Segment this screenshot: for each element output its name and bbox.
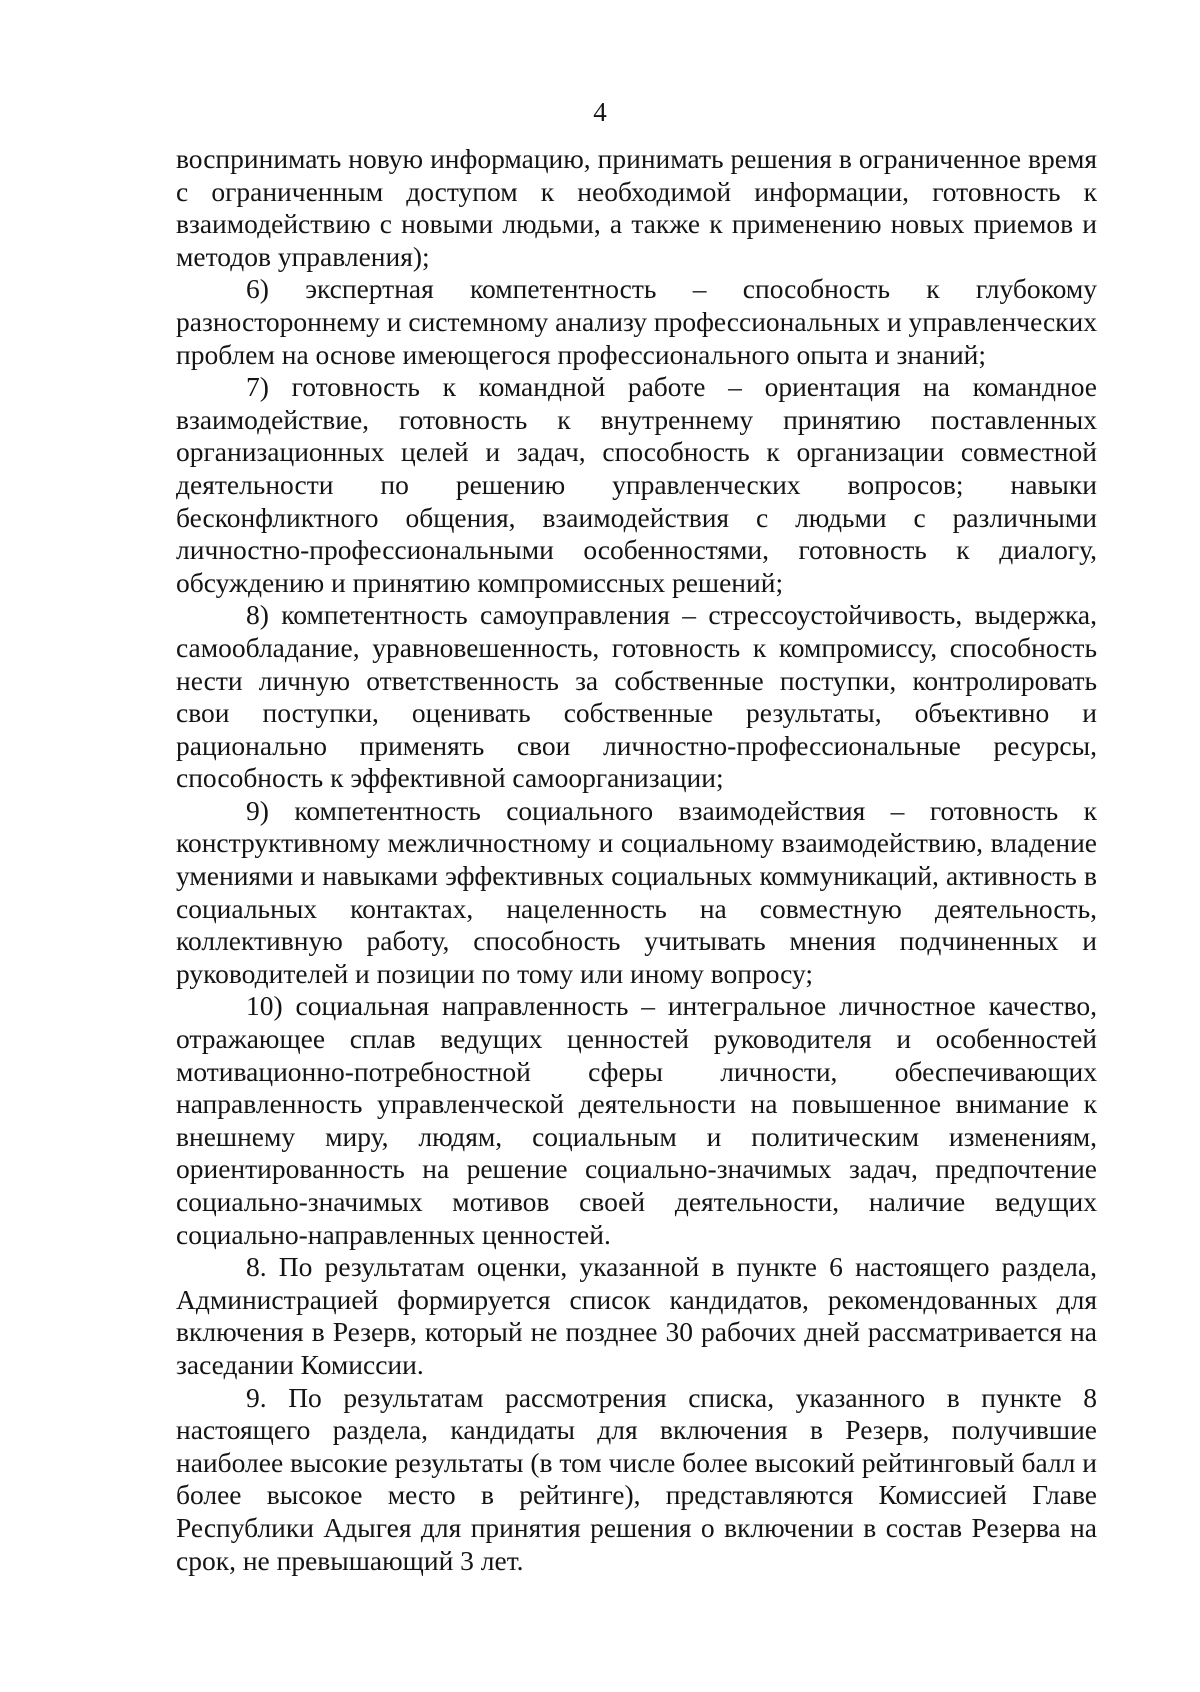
paragraph-clause-9: 9. По результатам рассмотрения списка, указанного в пункте 8 настоящего раздела, кандидаты для включения в Резерв, получившие наиболее высокие результаты (в том числе более высокий рейтинговый балл и более высокое место в рейтинге), представляются Комиссией Главе Республики Адыгея для принятия решения о включении в состав Резерва на срок, не превышающий 3 лет. xyxy=(176,1381,1097,1576)
page-number: 4 xyxy=(593,97,607,127)
paragraph-item-9-social-interaction: 9) компетентность социального взаимодействия – готовность к конструктивному межличностному и социальному взаимодействию, владение умениями и навыками эффективных социальных коммуникаций, активность в социальных контактах, нацеленность на совместную деятельность, коллективную работу, способность учитывать мнения подчиненных и руководителей и позиции по тому или иному вопросу; xyxy=(176,794,1097,989)
paragraph-continuation: воспринимать новую информацию, принимать решения в ограниченное время с ограниченным доступом к необходимой информации, готовность к взаимодействию с новыми людьми, а также к применению новых приемов и методов управления); xyxy=(176,143,1097,272)
paragraph-item-8-self-management: 8) компетентность самоуправления – стрессоустойчивость, выдержка, самообладание, уравновешенность, готовность к компромиссу, способность нести личную ответственность за собственные поступки, контролировать свои поступки, оценивать собственные результаты, объективно и рационально применять свои личностно-профессиональные ресурсы, способность к эффективной самоорганизации; xyxy=(176,599,1097,794)
paragraph-item-10-social-orientation: 10) социальная направленность – интегральное личностное качество, отражающее сплав ведущих ценностей руководителя и особенностей мотивационно-потребностной сферы личности, обеспечивающих направленность управленческой деятельности на повышенное внимание к внешнему миру, людям, социальным и политическим изменениям, ориентированность на решение социально-значимых задач, предпочтение социально-значимых мотивов своей деятельности, наличие ведущих социально-направленных ценностей. xyxy=(176,990,1097,1250)
document-body xyxy=(176,143,1097,1577)
paragraph-clause-8: 8. По результатам оценки, указанной в пункте 6 настоящего раздела, Администрацией формируется список кандидатов, рекомендованных для включения в Резерв, который не позднее 30 рабочих дней рассматривается на заседании Комиссии. xyxy=(176,1251,1097,1380)
paragraph-item-6-expert-competence: 6) экспертная компетентность – способность к глубокому разностороннему и системному анализу профессиональных и управленческих проблем на основе имеющегося профессионального опыта и знаний; xyxy=(176,273,1097,370)
paragraph-item-7-teamwork: 7) готовность к командной работе – ориентация на командное взаимодействие, готовность к внутреннему принятию поставленных организационных целей и задач, способность к организации совместной деятельности по решению управленческих вопросов; навыки бесконфликтного общения, взаимодействия с людьми с различными личностно-профессиональными особенностями, готовность к диалогу, обсуждению и принятию компромиссных решений; xyxy=(176,371,1097,598)
